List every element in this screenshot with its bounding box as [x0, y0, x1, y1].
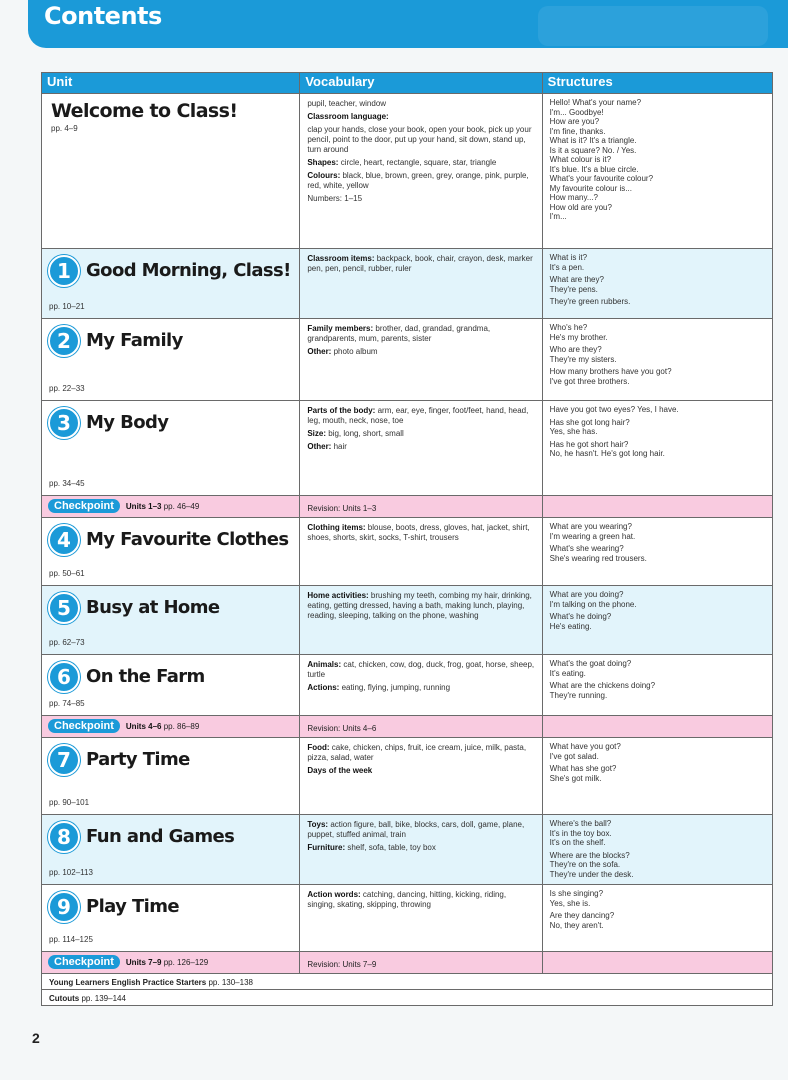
unit-number-badge: 9 — [48, 891, 80, 923]
unit-heading — [42, 815, 299, 853]
vocab-line: Actions: eating, flying, jumping, running — [307, 683, 451, 692]
vocab-line: Colours: black, blue, brown, green, grey, orange, pink, purple, red, white, yellow — [307, 171, 529, 190]
vocabulary-text — [300, 738, 541, 776]
structure-line: What's your favourite colour? — [549, 174, 654, 183]
unit-pages: pp. 62–73 — [49, 638, 85, 647]
checkpoint-empty-cell — [542, 716, 772, 738]
footer-text: Young Learners English Practice Starters pp. 130–138 — [49, 978, 253, 987]
structure-line: What has she got? She's got milk. — [549, 764, 617, 783]
structure-line: Has he got short hair? No, he hasn't. He's got long hair. — [549, 439, 665, 458]
checkpoint-revision: Revision: Units 7–9 — [307, 960, 377, 969]
structure-line: What's she wearing? She's wearing red trousers. — [549, 544, 647, 563]
unit-cell — [42, 401, 300, 496]
structure-line: What is it? It's a pen. — [549, 253, 588, 272]
vocab-line: pupil, teacher, window — [307, 99, 387, 108]
checkpoint-units-label: Units 7–9 — [125, 957, 162, 967]
vocab-line: Size: big, long, short, small — [307, 429, 404, 438]
vocab-line: Clothing items: blouse, boots, dress, gloves, hat, jacket, shirt, shoes, shorts, skirt, socks, T-shirt, trousers — [307, 523, 530, 542]
unit-heading — [42, 586, 299, 624]
footer-label: Cutouts — [49, 994, 80, 1003]
unit-row-9 — [42, 885, 773, 952]
unit-title: On the Farm — [86, 666, 205, 687]
unit-row-3 — [42, 401, 773, 496]
vocab-line: Shapes: circle, heart, rectangle, square, star, triangle — [307, 158, 497, 167]
vocab-label: Classroom language: — [307, 112, 389, 121]
structures-cell — [542, 249, 772, 319]
vocab-label: Action words: — [307, 890, 361, 899]
unit-cell — [42, 738, 300, 815]
contents-header — [28, 0, 788, 48]
footer-text: Cutouts pp. 139–144 — [49, 994, 126, 1003]
vocabulary-cell — [300, 655, 542, 716]
structure-line: My favourite colour is... — [549, 183, 632, 193]
checkpoint-revision: Revision: Units 4–6 — [307, 724, 377, 733]
vocab-label: Size: — [307, 429, 327, 438]
vocabulary-cell — [300, 885, 542, 952]
vocabulary-text — [300, 655, 541, 693]
vocab-line: Classroom items: backpack, book, chair, crayon, desk, marker pen, pen, pencil, rubber, ruler — [307, 254, 533, 273]
vocabulary-cell — [300, 249, 542, 319]
vocab-label: Family members: — [307, 324, 374, 333]
checkpoint-row — [42, 716, 773, 738]
structures-text — [543, 401, 772, 459]
vocab-line: Furniture: shelf, sofa, table, toy box — [307, 843, 436, 852]
structures-text — [543, 655, 772, 700]
unit-pages: pp. 74–85 — [49, 699, 85, 708]
unit-cell — [42, 319, 300, 401]
structures-cell — [542, 738, 772, 815]
unit-number-badge: 3 — [48, 407, 80, 439]
structure-line: What colour is it? — [549, 155, 612, 164]
footer-row — [42, 974, 773, 990]
unit-cell — [42, 249, 300, 319]
structure-line: Is it a square? No. / Yes. — [549, 145, 637, 155]
structures-cell — [542, 885, 772, 952]
checkpoint-units-label: Units 1–3 — [125, 501, 162, 511]
structures-text — [543, 249, 772, 307]
unit-heading — [42, 319, 299, 357]
structures-text — [543, 738, 772, 783]
unit-title: My Body — [86, 412, 169, 433]
checkpoint-units-label: Units 4–6 — [125, 721, 162, 731]
checkpoint-units: Units 7–9 pp. 126–129 — [125, 957, 209, 967]
structure-line: How old are you? — [549, 202, 612, 212]
checkpoint-cell — [42, 496, 300, 518]
unit-title: Good Morning, Class! — [86, 260, 291, 281]
vocab-line: Toys: action figure, ball, bike, blocks, cars, doll, game, plane, puppet, stuffed animal, train — [307, 820, 525, 839]
vocab-label: Actions: — [307, 683, 340, 692]
unit-pages: pp. 10–21 — [49, 302, 85, 311]
unit-pages: pp. 102–113 — [49, 868, 93, 877]
vocabulary-text — [300, 815, 541, 853]
structure-line: I'm... — [549, 212, 567, 221]
column-header-unit: Unit — [42, 73, 300, 94]
vocab-label: Animals: — [307, 660, 342, 669]
unit-cell — [42, 655, 300, 716]
unit-number-badge: 1 — [48, 255, 80, 287]
unit-row-1 — [42, 249, 773, 319]
unit-row-7 — [42, 738, 773, 815]
vocab-line: Other: photo album — [307, 347, 378, 356]
vocab-line: Family members: brother, dad, grandad, grandma, grandparents, mum, parents, sister — [307, 324, 491, 343]
vocab-line — [307, 112, 535, 122]
footer-cell — [42, 990, 773, 1006]
unit-title: Play Time — [86, 896, 179, 917]
structures-cell — [542, 319, 772, 401]
unit-heading — [42, 401, 299, 439]
vocab-label: Classroom items: — [307, 254, 375, 263]
unit-row-6 — [42, 655, 773, 716]
checkpoint-revision-cell — [300, 496, 542, 518]
unit-cell — [42, 518, 300, 586]
unit-cell — [42, 815, 300, 885]
checkpoint-units: Units 1–3 pp. 46–49 — [125, 501, 200, 511]
unit-pages: pp. 50–61 — [49, 569, 85, 578]
structures-text — [543, 319, 772, 386]
vocab-label: Shapes: — [307, 158, 339, 167]
checkpoint-cell — [42, 716, 300, 738]
unit-row-4 — [42, 518, 773, 586]
welcome-vocabulary-cell — [300, 94, 542, 249]
structures-text — [543, 586, 772, 631]
unit-number-badge: 7 — [48, 744, 80, 776]
structure-line: Hello! What's your name? — [549, 98, 642, 107]
structures-cell — [542, 815, 772, 885]
vocab-label: Parts of the body: — [307, 406, 376, 415]
vocab-line: Parts of the body: arm, ear, eye, finger, foot/feet, hand, head, leg, mouth, neck, nose, toe — [307, 406, 529, 425]
column-header-structures: Structures — [542, 73, 772, 94]
checkpoint-revision-cell — [300, 952, 542, 974]
structures-cell — [542, 655, 772, 716]
vocabulary-cell — [300, 401, 542, 496]
vocab-line: Numbers: 1–15 — [307, 194, 363, 203]
vocab-label: Home activities: — [307, 591, 369, 600]
structure-line: What are you doing? I'm talking on the phone. — [549, 590, 637, 609]
welcome-title: Welcome to Class! — [51, 100, 238, 122]
checkpoint-units: Units 4–6 pp. 86–89 — [125, 721, 200, 731]
unit-title: My Family — [86, 330, 183, 351]
structure-line: They're green rubbers. — [549, 297, 631, 306]
checkpoint-badge: Checkpoint — [48, 719, 120, 733]
structure-line: It's blue. It's a blue circle. — [549, 164, 639, 174]
unit-pages: pp. 22–33 — [49, 384, 85, 393]
unit-heading — [42, 885, 299, 923]
structures-cell — [542, 518, 772, 586]
footer-row — [42, 990, 773, 1006]
unit-row-8 — [42, 815, 773, 885]
footer-label: Young Learners English Practice Starters — [49, 978, 207, 987]
unit-title: Busy at Home — [86, 597, 220, 618]
vocabulary-text — [300, 249, 541, 274]
vocab-line: clap your hands, close your book, open your book, pick up your pencil, point to the door, put up your hand, sit down, stand up, turn around — [307, 125, 532, 154]
unit-cell — [42, 586, 300, 655]
vocabulary-cell — [300, 319, 542, 401]
structure-line: Has she got long hair? Yes, she has. — [549, 417, 630, 436]
vocab-label: Colours: — [307, 171, 341, 180]
vocabulary-text — [300, 319, 541, 357]
structure-line: How are you? — [549, 117, 600, 126]
vocab-label: Other: — [307, 347, 332, 356]
vocabulary-text — [300, 518, 541, 543]
checkpoint-label — [42, 716, 299, 733]
unit-heading — [42, 249, 299, 287]
structure-line: What are they? They're pens. — [549, 275, 604, 294]
structures-text — [543, 518, 772, 563]
welcome-pages: pp. 4–9 — [51, 124, 78, 133]
structures-cell — [542, 401, 772, 496]
vocab-line — [307, 766, 535, 776]
unit-title: My Favourite Clothes — [86, 529, 289, 550]
unit-row-5 — [42, 586, 773, 655]
vocab-line: Animals: cat, chicken, cow, dog, duck, frog, goat, horse, sheep, turtle — [307, 660, 535, 679]
vocab-line: Home activities: brushing my teeth, combing my hair, drinking, eating, getting dressed, having a bath, making lunch, playing, reading, sleeping, talking on the phone, washing — [307, 591, 532, 620]
vocabulary-text — [300, 586, 541, 621]
welcome-structures-cell — [542, 94, 772, 249]
vocab-line: Action words: catching, dancing, hitting, kicking, riding, singing, skating, skipping, throwing — [307, 890, 507, 909]
welcome-row — [42, 94, 773, 249]
unit-number-badge: 8 — [48, 821, 80, 853]
column-header-vocabulary: Vocabulary — [300, 73, 542, 94]
unit-title: Fun and Games — [86, 826, 235, 847]
vocab-label: Days of the week — [307, 766, 373, 775]
checkpoint-badge: Checkpoint — [48, 955, 120, 969]
structure-line: I'm... Goodbye! — [549, 107, 604, 117]
checkpoint-row — [42, 496, 773, 518]
vocab-line: Food: cake, chicken, chips, fruit, ice cream, juice, milk, pasta, pizza, salad, water — [307, 743, 527, 762]
structure-line: What's he doing? He's eating. — [549, 612, 612, 631]
vocabulary-cell — [300, 815, 542, 885]
structure-line: I'm fine, thanks. — [549, 126, 606, 136]
vocabulary-cell — [300, 738, 542, 815]
vocabulary-cell — [300, 518, 542, 586]
checkpoint-empty-cell — [542, 496, 772, 518]
checkpoint-revision: Revision: Units 1–3 — [307, 504, 377, 513]
structure-line: How many...? — [549, 193, 598, 202]
checkpoint-row — [42, 952, 773, 974]
structure-line: Have you got two eyes? Yes, I have. — [549, 405, 679, 414]
structures-text — [543, 885, 772, 930]
vocab-label: Toys: — [307, 820, 329, 829]
vocabulary-cell — [300, 586, 542, 655]
vocab-label: Clothing items: — [307, 523, 366, 532]
unit-number-badge: 5 — [48, 592, 80, 624]
unit-heading — [42, 738, 299, 776]
structure-line: What is it? It's a triangle. — [549, 136, 637, 145]
vocabulary-text — [300, 885, 541, 910]
page-title: Contents — [44, 2, 162, 30]
structure-line: Where are the blocks? They're on the sofa. They're under the desk. — [549, 850, 634, 879]
structure-line: Where's the ball? It's in the toy box. It's on the shelf. — [549, 819, 612, 847]
welcome-unit-cell — [42, 94, 300, 249]
checkpoint-cell — [42, 952, 300, 974]
vocabulary-text — [300, 401, 541, 452]
structure-line: Who's he? He's my brother. — [549, 323, 608, 342]
unit-number-badge: 2 — [48, 325, 80, 357]
checkpoint-badge: Checkpoint — [48, 499, 120, 513]
structures-text — [543, 815, 772, 879]
unit-number-badge: 6 — [48, 661, 80, 693]
structure-line: How many brothers have you got? I've got three brothers. — [549, 367, 672, 386]
vocab-line: Other: hair — [307, 442, 347, 451]
unit-pages: pp. 90–101 — [49, 798, 90, 807]
structure-line: Who are they? They're my sisters. — [549, 345, 617, 364]
unit-pages: pp. 34–45 — [49, 479, 85, 488]
structure-line: What's the goat doing? It's eating. — [549, 659, 632, 678]
unit-heading — [42, 655, 299, 693]
contents-table — [41, 72, 773, 1006]
unit-cell — [42, 885, 300, 952]
checkpoint-revision-cell — [300, 716, 542, 738]
footer-cell — [42, 974, 773, 990]
structure-line: Are they dancing? No, they aren't. — [549, 911, 615, 930]
unit-heading — [42, 518, 299, 556]
vocab-label: Other: — [307, 442, 332, 451]
structure-line: What are the chickens doing? They're running. — [549, 681, 656, 700]
unit-number-badge: 4 — [48, 524, 80, 556]
page-number: 2 — [32, 1030, 40, 1046]
checkpoint-label — [42, 496, 299, 513]
structure-line: What have you got? I've got salad. — [549, 742, 621, 761]
header-decoration — [538, 6, 768, 46]
unit-pages: pp. 114–125 — [49, 935, 93, 944]
vocab-label: Furniture: — [307, 843, 346, 852]
structures-cell — [542, 586, 772, 655]
unit-row-2 — [42, 319, 773, 401]
structure-line: What are you wearing? I'm wearing a green hat. — [549, 522, 636, 541]
structure-line: Is she singing? Yes, she is. — [549, 889, 604, 908]
unit-title: Party Time — [86, 749, 190, 770]
checkpoint-label — [42, 952, 299, 969]
checkpoint-empty-cell — [542, 952, 772, 974]
vocab-label: Food: — [307, 743, 330, 752]
